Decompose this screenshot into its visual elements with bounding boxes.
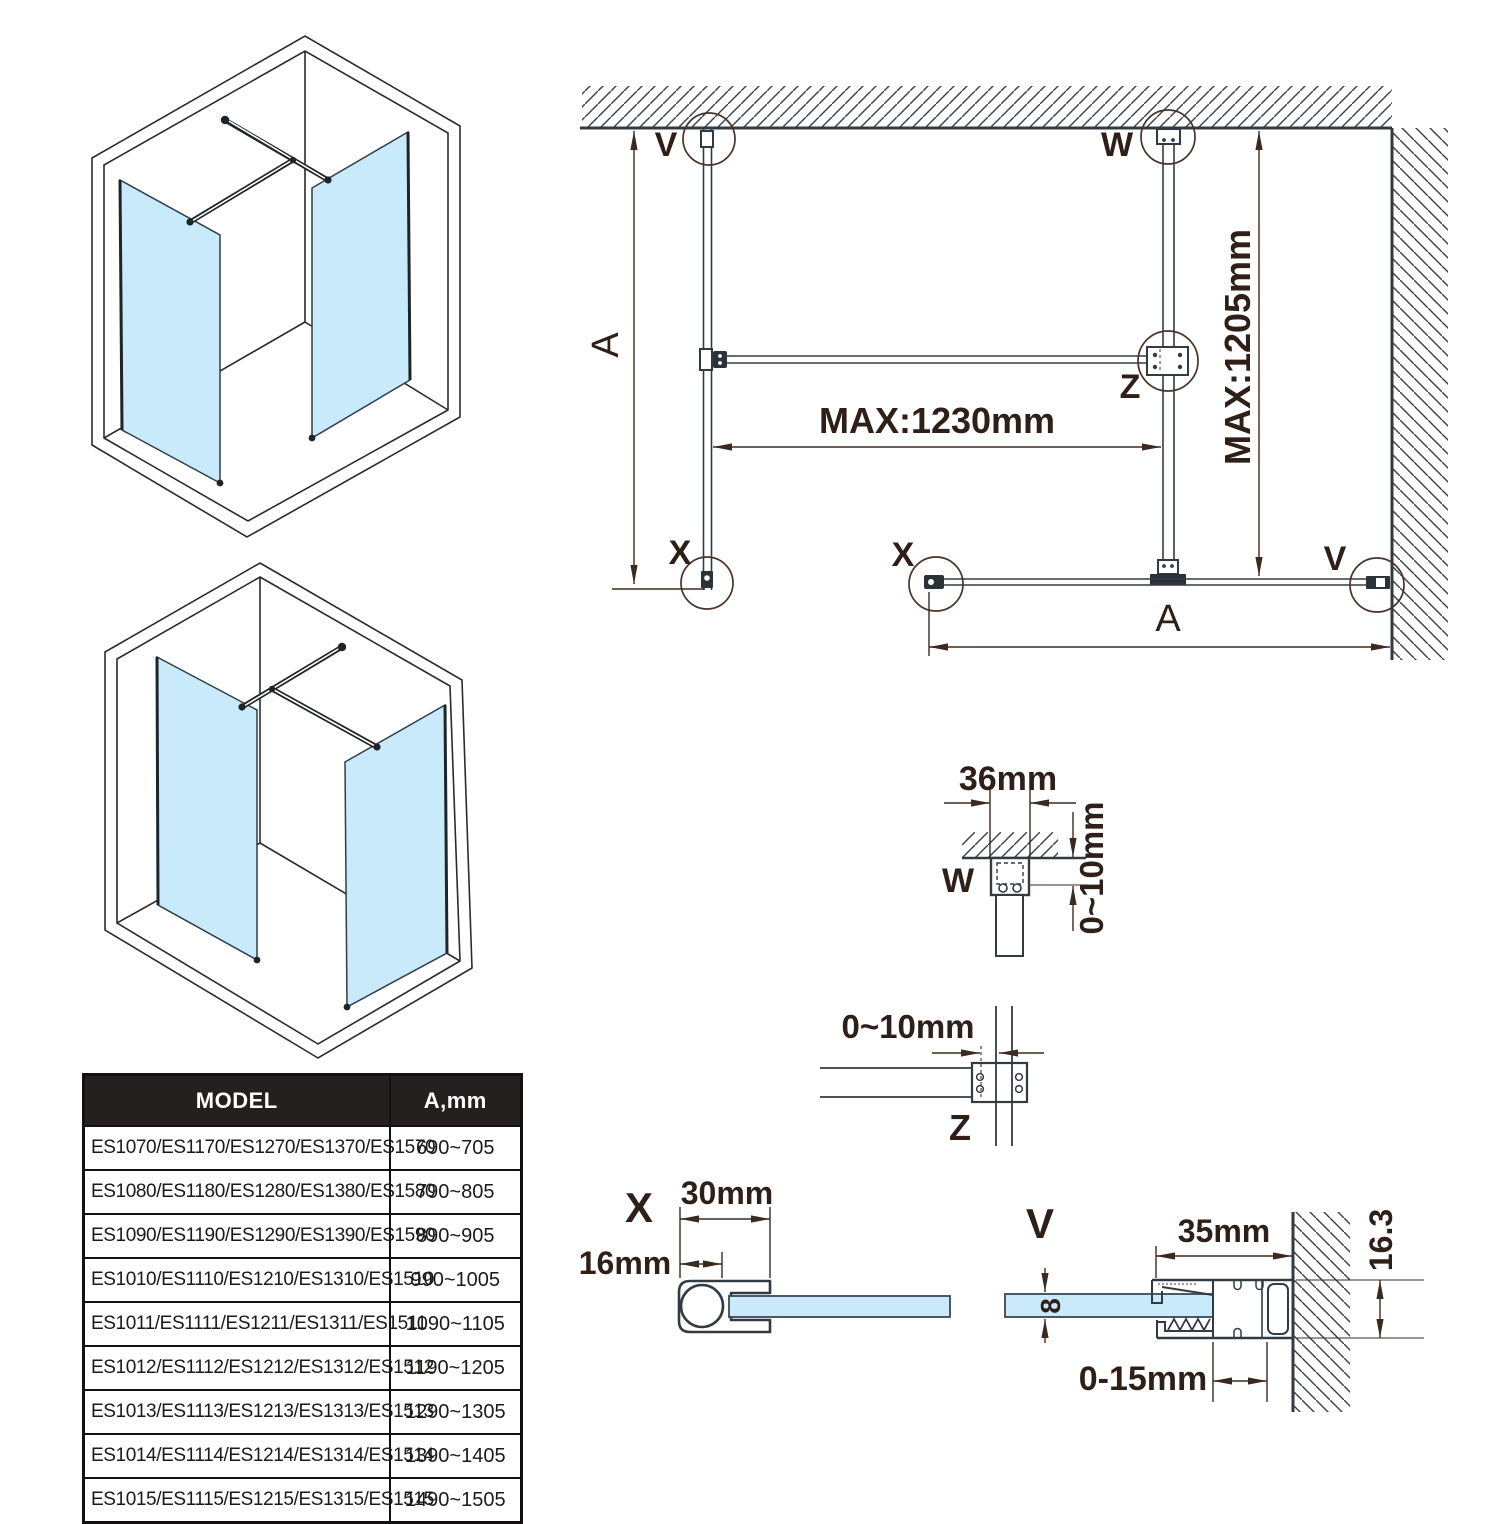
- detail-x-offset: 16mm: [578, 1245, 672, 1281]
- dim-max-width: MAX:1230mm: [818, 400, 1056, 441]
- detail-w: [942, 760, 1110, 956]
- table-row: [84, 1214, 522, 1258]
- detail-v-label: V: [1025, 1200, 1055, 1247]
- detail-z: [820, 1006, 1044, 1148]
- model-size-table: [82, 1073, 523, 1524]
- table-cell-model: ES1090/ES1190/ES1290/ES1390/ES1590: [84, 1214, 390, 1258]
- detail-callout-circles: [681, 110, 1404, 612]
- isometric-view-1: [92, 36, 460, 537]
- label-z-mid: Z: [1119, 368, 1141, 406]
- table-cell-model: ES1013/ES1113/ES1213/ES1313/ES1513: [84, 1390, 390, 1434]
- table-cell-model: ES1014/ES1114/ES1214/ES1314/ES1514: [84, 1434, 390, 1478]
- table-cell-model: ES1015/ES1115/ES1215/ES1315/ES1515: [84, 1478, 390, 1523]
- table-cell-model: ES1010/ES1110/ES1210/ES1310/ES1510: [84, 1258, 390, 1302]
- table-cell-a: 990~1005: [390, 1258, 522, 1302]
- main-installation-diagram: [580, 86, 1448, 660]
- detail-x-label: X: [624, 1184, 654, 1231]
- table-cell-a: 1090~1105: [390, 1302, 522, 1346]
- label-w-top: W: [1100, 126, 1134, 164]
- table-header-row: [84, 1075, 522, 1127]
- detail-w-label: W: [941, 862, 975, 900]
- detail-z-label: Z: [949, 1107, 971, 1148]
- dim-max-height: MAX:1205mm: [1217, 228, 1258, 466]
- label-x-plan: X: [891, 536, 915, 574]
- glass-panel-left: [157, 657, 257, 960]
- detail-v-adjust: 0-15mm: [1078, 1360, 1208, 1398]
- detail-v: [1005, 1200, 1424, 1412]
- table-row: [84, 1170, 522, 1214]
- detail-x-width: 30mm: [680, 1175, 774, 1211]
- table-row: [84, 1302, 522, 1346]
- table-cell-model: ES1070/ES1170/ES1270/ES1370/ES1570: [84, 1126, 390, 1170]
- detail-w-width: 36mm: [958, 760, 1058, 798]
- label-v-top: V: [654, 126, 678, 164]
- ceiling-hatch: [582, 86, 1392, 128]
- support-bars: [190, 120, 328, 222]
- table-cell-model: ES1080/ES1180/ES1280/ES1380/ES1580: [84, 1170, 390, 1214]
- table-cell-a: 1290~1305: [390, 1390, 522, 1434]
- detail-x: [579, 1175, 950, 1332]
- table-cell-a: 1190~1205: [390, 1346, 522, 1390]
- detail-v-width: 35mm: [1177, 1213, 1271, 1249]
- detail-w-gap: 0~10mm: [1073, 801, 1110, 935]
- detail-z-gap: 0~10mm: [841, 1008, 975, 1045]
- table-row: [84, 1126, 522, 1170]
- table-cell-a: 790~805: [390, 1170, 522, 1214]
- table-row: [84, 1346, 522, 1390]
- wall-hatch: [1392, 128, 1448, 660]
- support-bars: [242, 647, 377, 747]
- table-row: [84, 1434, 522, 1478]
- table-cell-a: 890~905: [390, 1214, 522, 1258]
- dim-a-vertical: A: [585, 332, 627, 358]
- table-header-model: MODEL: [84, 1075, 390, 1127]
- label-x-elevation: X: [668, 534, 692, 572]
- table-cell-model: ES1011/ES1111/ES1211/ES1311/ES1511: [84, 1302, 390, 1346]
- detail-v-glass-thickness: 8: [1035, 1298, 1066, 1314]
- dim-a-horizontal: A: [1155, 598, 1181, 640]
- detail-v-height: 16.3: [1363, 1208, 1399, 1272]
- glass-edge: [729, 1296, 950, 1317]
- table-row: [84, 1478, 522, 1523]
- wall-hatch: [1293, 1212, 1350, 1412]
- isometric-view-2: [105, 563, 472, 1058]
- glass-panel-right: [345, 705, 447, 1007]
- table-cell-a: 1490~1505: [390, 1478, 522, 1523]
- table-row: [84, 1390, 522, 1434]
- table-cell-a: 1390~1405: [390, 1434, 522, 1478]
- table-cell-model: ES1012/ES1112/ES1212/ES1312/ES1512: [84, 1346, 390, 1390]
- glass-panel-left: [120, 180, 220, 483]
- table-cell-a: 690~705: [390, 1126, 522, 1170]
- label-v-wall: V: [1323, 540, 1347, 578]
- table-header-a: A,mm: [390, 1075, 522, 1127]
- table-row: [84, 1258, 522, 1302]
